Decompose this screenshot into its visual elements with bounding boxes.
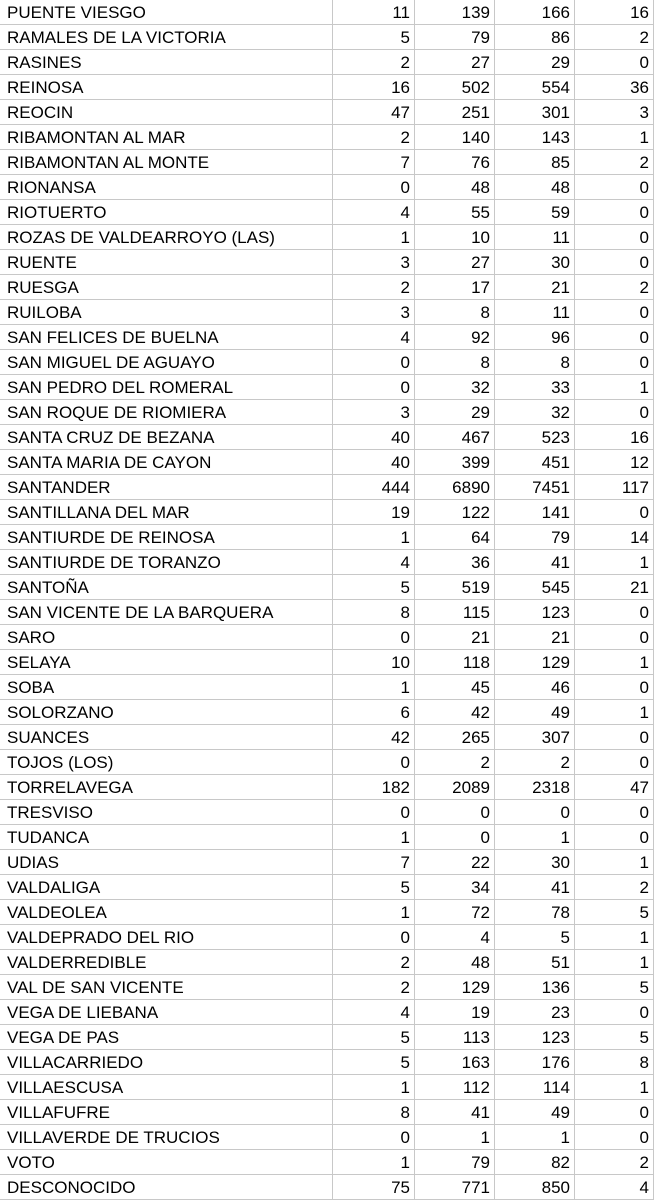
value-cell-col3[interactable]: 46 bbox=[495, 675, 575, 700]
value-cell-col2[interactable]: 92 bbox=[415, 325, 495, 350]
value-cell-col3[interactable]: 176 bbox=[495, 1050, 575, 1075]
value-cell-col4[interactable]: 3 bbox=[575, 100, 654, 125]
table-row bbox=[1, 300, 654, 325]
value-cell-col3[interactable]: 96 bbox=[495, 325, 575, 350]
value-cell-col1[interactable]: 2 bbox=[333, 950, 415, 975]
value-cell-col1[interactable]: 4 bbox=[333, 550, 415, 575]
table-row bbox=[1, 325, 654, 350]
value-cell-col4[interactable]: 21 bbox=[575, 575, 654, 600]
value-cell-col2[interactable]: 115 bbox=[415, 600, 495, 625]
table-row bbox=[1, 425, 654, 450]
municipality-name-cell[interactable]: VALDALIGA bbox=[1, 875, 333, 900]
municipality-name-cell[interactable]: ROZAS DE VALDEARROYO (LAS) bbox=[1, 225, 333, 250]
value-cell-col1[interactable]: 5 bbox=[333, 1025, 415, 1050]
value-cell-col1[interactable]: 0 bbox=[333, 800, 415, 825]
municipality-name-cell[interactable]: VALDERREDIBLE bbox=[1, 950, 333, 975]
value-cell-col4[interactable]: 1 bbox=[575, 700, 654, 725]
value-cell-col1[interactable]: 0 bbox=[333, 750, 415, 775]
value-cell-col2[interactable]: 10 bbox=[415, 225, 495, 250]
value-cell-col2[interactable]: 118 bbox=[415, 650, 495, 675]
value-cell-col1[interactable]: 5 bbox=[333, 575, 415, 600]
value-cell-col1[interactable]: 1 bbox=[333, 675, 415, 700]
municipality-name-cell[interactable]: SAN ROQUE DE RIOMIERA bbox=[1, 400, 333, 425]
value-cell-col2[interactable]: 34 bbox=[415, 875, 495, 900]
value-cell-col4[interactable]: 12 bbox=[575, 450, 654, 475]
municipality-name-cell[interactable]: SANTIURDE DE REINOSA bbox=[1, 525, 333, 550]
value-cell-col1[interactable]: 444 bbox=[333, 475, 415, 500]
municipality-name-cell[interactable]: DESCONOCIDO bbox=[1, 1175, 333, 1200]
value-cell-col4[interactable]: 0 bbox=[575, 750, 654, 775]
municipality-name-cell[interactable]: SANTANDER bbox=[1, 475, 333, 500]
value-cell-col2[interactable]: 112 bbox=[415, 1075, 495, 1100]
table-row bbox=[1, 575, 654, 600]
table-row bbox=[1, 50, 654, 75]
value-cell-col1[interactable]: 42 bbox=[333, 725, 415, 750]
municipality-name-cell[interactable]: PUENTE VIESGO bbox=[1, 0, 333, 25]
table-row bbox=[1, 1125, 654, 1150]
value-cell-col3[interactable]: 21 bbox=[495, 275, 575, 300]
table-row bbox=[1, 850, 654, 875]
value-cell-col4[interactable]: 1 bbox=[575, 125, 654, 150]
value-cell-col2[interactable]: 55 bbox=[415, 200, 495, 225]
value-cell-col1[interactable]: 1 bbox=[333, 1075, 415, 1100]
value-cell-col1[interactable]: 40 bbox=[333, 425, 415, 450]
value-cell-col3[interactable]: 30 bbox=[495, 850, 575, 875]
value-cell-col2[interactable]: 140 bbox=[415, 125, 495, 150]
value-cell-col2[interactable]: 771 bbox=[415, 1175, 495, 1200]
municipality-name-cell[interactable]: RIBAMONTAN AL MONTE bbox=[1, 150, 333, 175]
value-cell-col1[interactable]: 4 bbox=[333, 1000, 415, 1025]
value-cell-col1[interactable]: 7 bbox=[333, 150, 415, 175]
value-cell-col2[interactable]: 251 bbox=[415, 100, 495, 125]
table-row bbox=[1, 950, 654, 975]
value-cell-col4[interactable]: 2 bbox=[575, 1150, 654, 1175]
value-cell-col3[interactable]: 123 bbox=[495, 600, 575, 625]
value-cell-col4[interactable]: 0 bbox=[575, 1000, 654, 1025]
value-cell-col4[interactable]: 2 bbox=[575, 25, 654, 50]
value-cell-col4[interactable]: 47 bbox=[575, 775, 654, 800]
value-cell-col2[interactable]: 29 bbox=[415, 400, 495, 425]
value-cell-col3[interactable]: 30 bbox=[495, 250, 575, 275]
value-cell-col2[interactable]: 2089 bbox=[415, 775, 495, 800]
value-cell-col3[interactable]: 5 bbox=[495, 925, 575, 950]
table-row bbox=[1, 925, 654, 950]
value-cell-col2[interactable]: 21 bbox=[415, 625, 495, 650]
table-row bbox=[1, 875, 654, 900]
municipality-name-cell[interactable]: VALDEOLEA bbox=[1, 900, 333, 925]
value-cell-col2[interactable]: 72 bbox=[415, 900, 495, 925]
municipality-name-cell[interactable]: RAMALES DE LA VICTORIA bbox=[1, 25, 333, 50]
value-cell-col4[interactable]: 0 bbox=[575, 400, 654, 425]
value-cell-col2[interactable]: 8 bbox=[415, 350, 495, 375]
value-cell-col3[interactable]: 1 bbox=[495, 1125, 575, 1150]
value-cell-col1[interactable]: 1 bbox=[333, 1150, 415, 1175]
value-cell-col4[interactable]: 1 bbox=[575, 850, 654, 875]
value-cell-col1[interactable]: 11 bbox=[333, 0, 415, 25]
value-cell-col2[interactable]: 32 bbox=[415, 375, 495, 400]
value-cell-col3[interactable]: 2 bbox=[495, 750, 575, 775]
table-row bbox=[1, 550, 654, 575]
municipality-name-cell[interactable]: TUDANCA bbox=[1, 825, 333, 850]
value-cell-col4[interactable]: 117 bbox=[575, 475, 654, 500]
table-row bbox=[1, 625, 654, 650]
value-cell-col3[interactable]: 29 bbox=[495, 50, 575, 75]
table-row bbox=[1, 25, 654, 50]
value-cell-col1[interactable]: 1 bbox=[333, 525, 415, 550]
table-row bbox=[1, 900, 654, 925]
value-cell-col2[interactable]: 502 bbox=[415, 75, 495, 100]
value-cell-col2[interactable]: 0 bbox=[415, 800, 495, 825]
value-cell-col4[interactable]: 1 bbox=[575, 375, 654, 400]
table-row bbox=[1, 675, 654, 700]
table-row bbox=[1, 0, 654, 25]
value-cell-col3[interactable]: 41 bbox=[495, 550, 575, 575]
value-cell-col2[interactable]: 76 bbox=[415, 150, 495, 175]
municipality-name-cell[interactable]: VALDEPRADO DEL RIO bbox=[1, 925, 333, 950]
value-cell-col1[interactable]: 2 bbox=[333, 975, 415, 1000]
value-cell-col2[interactable]: 41 bbox=[415, 1100, 495, 1125]
value-cell-col3[interactable]: 129 bbox=[495, 650, 575, 675]
value-cell-col3[interactable]: 850 bbox=[495, 1175, 575, 1200]
value-cell-col4[interactable]: 5 bbox=[575, 1025, 654, 1050]
municipality-name-cell[interactable]: SANTIURDE DE TORANZO bbox=[1, 550, 333, 575]
value-cell-col3[interactable]: 143 bbox=[495, 125, 575, 150]
value-cell-col4[interactable]: 0 bbox=[575, 1100, 654, 1125]
municipality-name-cell[interactable]: RUILOBA bbox=[1, 300, 333, 325]
value-cell-col1[interactable]: 75 bbox=[333, 1175, 415, 1200]
municipality-name-cell[interactable]: VILLACARRIEDO bbox=[1, 1050, 333, 1075]
value-cell-col2[interactable]: 17 bbox=[415, 275, 495, 300]
value-cell-col1[interactable]: 3 bbox=[333, 250, 415, 275]
value-cell-col1[interactable]: 3 bbox=[333, 400, 415, 425]
municipality-name-cell[interactable]: RIONANSA bbox=[1, 175, 333, 200]
table-row bbox=[1, 1050, 654, 1075]
value-cell-col2[interactable]: 45 bbox=[415, 675, 495, 700]
value-cell-col2[interactable]: 19 bbox=[415, 1000, 495, 1025]
value-cell-col1[interactable]: 7 bbox=[333, 850, 415, 875]
value-cell-col1[interactable]: 0 bbox=[333, 925, 415, 950]
value-cell-col4[interactable]: 0 bbox=[575, 50, 654, 75]
value-cell-col1[interactable]: 1 bbox=[333, 825, 415, 850]
table-row bbox=[1, 1025, 654, 1050]
value-cell-col1[interactable]: 3 bbox=[333, 300, 415, 325]
table-row bbox=[1, 275, 654, 300]
value-cell-col2[interactable]: 22 bbox=[415, 850, 495, 875]
value-cell-col4[interactable]: 14 bbox=[575, 525, 654, 550]
value-cell-col3[interactable]: 523 bbox=[495, 425, 575, 450]
value-cell-col1[interactable]: 182 bbox=[333, 775, 415, 800]
value-cell-col3[interactable]: 49 bbox=[495, 1100, 575, 1125]
value-cell-col1[interactable]: 2 bbox=[333, 125, 415, 150]
table-row bbox=[1, 750, 654, 775]
value-cell-col2[interactable]: 163 bbox=[415, 1050, 495, 1075]
value-cell-col1[interactable]: 40 bbox=[333, 450, 415, 475]
municipality-name-cell[interactable]: SANTA MARIA DE CAYON bbox=[1, 450, 333, 475]
value-cell-col3[interactable]: 554 bbox=[495, 75, 575, 100]
value-cell-col2[interactable]: 48 bbox=[415, 175, 495, 200]
value-cell-col4[interactable]: 2 bbox=[575, 275, 654, 300]
value-cell-col2[interactable]: 27 bbox=[415, 50, 495, 75]
municipality-name-cell[interactable]: RUESGA bbox=[1, 275, 333, 300]
table-row bbox=[1, 775, 654, 800]
value-cell-col2[interactable]: 0 bbox=[415, 825, 495, 850]
table-row bbox=[1, 150, 654, 175]
value-cell-col1[interactable]: 5 bbox=[333, 25, 415, 50]
value-cell-col1[interactable]: 19 bbox=[333, 500, 415, 525]
value-cell-col3[interactable]: 166 bbox=[495, 0, 575, 25]
value-cell-col3[interactable]: 79 bbox=[495, 525, 575, 550]
table-row bbox=[1, 725, 654, 750]
value-cell-col3[interactable]: 123 bbox=[495, 1025, 575, 1050]
value-cell-col2[interactable]: 48 bbox=[415, 950, 495, 975]
municipality-name-cell[interactable]: SANTA CRUZ DE BEZANA bbox=[1, 425, 333, 450]
value-cell-col4[interactable]: 1 bbox=[575, 550, 654, 575]
value-cell-col3[interactable]: 8 bbox=[495, 350, 575, 375]
value-cell-col2[interactable]: 8 bbox=[415, 300, 495, 325]
value-cell-col1[interactable]: 4 bbox=[333, 325, 415, 350]
municipality-name-cell[interactable]: SOBA bbox=[1, 675, 333, 700]
value-cell-col3[interactable]: 78 bbox=[495, 900, 575, 925]
value-cell-col4[interactable]: 1 bbox=[575, 650, 654, 675]
municipality-name-cell[interactable]: VEGA DE PAS bbox=[1, 1025, 333, 1050]
table-row bbox=[1, 450, 654, 475]
table-row bbox=[1, 1075, 654, 1100]
table-row bbox=[1, 125, 654, 150]
value-cell-col3[interactable]: 11 bbox=[495, 225, 575, 250]
value-cell-col4[interactable]: 0 bbox=[575, 825, 654, 850]
value-cell-col2[interactable]: 4 bbox=[415, 925, 495, 950]
value-cell-col3[interactable]: 545 bbox=[495, 575, 575, 600]
value-cell-col3[interactable]: 7451 bbox=[495, 475, 575, 500]
municipality-name-cell[interactable]: SARO bbox=[1, 625, 333, 650]
municipality-name-cell[interactable]: VAL DE SAN VICENTE bbox=[1, 975, 333, 1000]
table-row bbox=[1, 75, 654, 100]
table-row bbox=[1, 1150, 654, 1175]
value-cell-col3[interactable]: 85 bbox=[495, 150, 575, 175]
value-cell-col2[interactable]: 2 bbox=[415, 750, 495, 775]
table-row bbox=[1, 650, 654, 675]
table-row bbox=[1, 500, 654, 525]
value-cell-col1[interactable]: 6 bbox=[333, 700, 415, 725]
value-cell-col1[interactable]: 0 bbox=[333, 375, 415, 400]
value-cell-col3[interactable]: 301 bbox=[495, 100, 575, 125]
municipality-name-cell[interactable]: SAN FELICES DE BUELNA bbox=[1, 325, 333, 350]
municipality-name-cell[interactable]: SAN PEDRO DEL ROMERAL bbox=[1, 375, 333, 400]
table-row bbox=[1, 825, 654, 850]
value-cell-col2[interactable]: 27 bbox=[415, 250, 495, 275]
municipality-name-cell[interactable]: TORRELAVEGA bbox=[1, 775, 333, 800]
value-cell-col4[interactable]: 0 bbox=[575, 325, 654, 350]
value-cell-col3[interactable]: 136 bbox=[495, 975, 575, 1000]
value-cell-col3[interactable]: 32 bbox=[495, 400, 575, 425]
municipality-name-cell[interactable]: VILLAVERDE DE TRUCIOS bbox=[1, 1125, 333, 1150]
value-cell-col2[interactable]: 139 bbox=[415, 0, 495, 25]
municipality-name-cell[interactable]: SOLORZANO bbox=[1, 700, 333, 725]
table-row bbox=[1, 200, 654, 225]
value-cell-col1[interactable]: 0 bbox=[333, 350, 415, 375]
value-cell-col1[interactable]: 2 bbox=[333, 275, 415, 300]
municipality-name-cell[interactable]: VOTO bbox=[1, 1150, 333, 1175]
municipality-name-cell[interactable]: VILLAFUFRE bbox=[1, 1100, 333, 1125]
value-cell-col4[interactable]: 16 bbox=[575, 425, 654, 450]
value-cell-col1[interactable]: 0 bbox=[333, 175, 415, 200]
value-cell-col3[interactable]: 23 bbox=[495, 1000, 575, 1025]
table-body bbox=[1, 0, 654, 1200]
value-cell-col2[interactable]: 64 bbox=[415, 525, 495, 550]
table-row bbox=[1, 1100, 654, 1125]
value-cell-col4[interactable]: 0 bbox=[575, 800, 654, 825]
value-cell-col1[interactable]: 2 bbox=[333, 50, 415, 75]
value-cell-col1[interactable]: 47 bbox=[333, 100, 415, 125]
table-row bbox=[1, 250, 654, 275]
value-cell-col4[interactable]: 8 bbox=[575, 1050, 654, 1075]
table-row bbox=[1, 700, 654, 725]
municipality-name-cell[interactable]: RIOTUERTO bbox=[1, 200, 333, 225]
value-cell-col4[interactable]: 0 bbox=[575, 675, 654, 700]
value-cell-col3[interactable]: 307 bbox=[495, 725, 575, 750]
value-cell-col1[interactable]: 8 bbox=[333, 1100, 415, 1125]
value-cell-col2[interactable]: 79 bbox=[415, 25, 495, 50]
value-cell-col4[interactable]: 4 bbox=[575, 1175, 654, 1200]
table-row bbox=[1, 975, 654, 1000]
value-cell-col2[interactable]: 1 bbox=[415, 1125, 495, 1150]
municipality-name-cell[interactable]: SELAYA bbox=[1, 650, 333, 675]
value-cell-col2[interactable]: 79 bbox=[415, 1150, 495, 1175]
value-cell-col3[interactable]: 141 bbox=[495, 500, 575, 525]
value-cell-col4[interactable]: 0 bbox=[575, 625, 654, 650]
table-row bbox=[1, 175, 654, 200]
municipality-name-cell[interactable]: SAN VICENTE DE LA BARQUERA bbox=[1, 600, 333, 625]
value-cell-col2[interactable]: 113 bbox=[415, 1025, 495, 1050]
value-cell-col4[interactable]: 0 bbox=[575, 600, 654, 625]
table-row bbox=[1, 350, 654, 375]
value-cell-col4[interactable]: 36 bbox=[575, 75, 654, 100]
value-cell-col1[interactable]: 4 bbox=[333, 200, 415, 225]
value-cell-col4[interactable]: 0 bbox=[575, 250, 654, 275]
value-cell-col4[interactable]: 0 bbox=[575, 500, 654, 525]
table-row bbox=[1, 600, 654, 625]
table-row bbox=[1, 1175, 654, 1200]
municipality-name-cell[interactable]: SAN MIGUEL DE AGUAYO bbox=[1, 350, 333, 375]
value-cell-col4[interactable]: 5 bbox=[575, 900, 654, 925]
municipality-name-cell[interactable]: SANTILLANA DEL MAR bbox=[1, 500, 333, 525]
value-cell-col3[interactable]: 51 bbox=[495, 950, 575, 975]
value-cell-col2[interactable]: 42 bbox=[415, 700, 495, 725]
table-row bbox=[1, 225, 654, 250]
value-cell-col1[interactable]: 10 bbox=[333, 650, 415, 675]
table-row bbox=[1, 800, 654, 825]
value-cell-col3[interactable]: 86 bbox=[495, 25, 575, 50]
value-cell-col4[interactable]: 0 bbox=[575, 1125, 654, 1150]
municipality-name-cell[interactable]: RUENTE bbox=[1, 250, 333, 275]
value-cell-col4[interactable]: 0 bbox=[575, 200, 654, 225]
value-cell-col4[interactable]: 5 bbox=[575, 975, 654, 1000]
value-cell-col3[interactable]: 82 bbox=[495, 1150, 575, 1175]
value-cell-col3[interactable]: 33 bbox=[495, 375, 575, 400]
value-cell-col1[interactable]: 8 bbox=[333, 600, 415, 625]
value-cell-col2[interactable]: 467 bbox=[415, 425, 495, 450]
municipality-name-cell[interactable]: TRESVISO bbox=[1, 800, 333, 825]
value-cell-col3[interactable]: 21 bbox=[495, 625, 575, 650]
table-row bbox=[1, 400, 654, 425]
value-cell-col1[interactable]: 5 bbox=[333, 1050, 415, 1075]
value-cell-col3[interactable]: 11 bbox=[495, 300, 575, 325]
value-cell-col4[interactable]: 0 bbox=[575, 175, 654, 200]
table-row bbox=[1, 1000, 654, 1025]
value-cell-col4[interactable]: 1 bbox=[575, 950, 654, 975]
value-cell-col3[interactable]: 451 bbox=[495, 450, 575, 475]
value-cell-col4[interactable]: 1 bbox=[575, 1075, 654, 1100]
value-cell-col4[interactable]: 1 bbox=[575, 925, 654, 950]
municipality-name-cell[interactable]: VILLAESCUSA bbox=[1, 1075, 333, 1100]
table-row bbox=[1, 475, 654, 500]
table-row bbox=[1, 100, 654, 125]
value-cell-col2[interactable]: 399 bbox=[415, 450, 495, 475]
value-cell-col1[interactable]: 16 bbox=[333, 75, 415, 100]
value-cell-col1[interactable]: 5 bbox=[333, 875, 415, 900]
value-cell-col2[interactable]: 122 bbox=[415, 500, 495, 525]
municipality-name-cell[interactable]: SANTOÑA bbox=[1, 575, 333, 600]
value-cell-col4[interactable]: 0 bbox=[575, 300, 654, 325]
municipality-name-cell[interactable]: SUANCES bbox=[1, 725, 333, 750]
value-cell-col3[interactable]: 41 bbox=[495, 875, 575, 900]
value-cell-col2[interactable]: 6890 bbox=[415, 475, 495, 500]
value-cell-col2[interactable]: 129 bbox=[415, 975, 495, 1000]
value-cell-col3[interactable]: 59 bbox=[495, 200, 575, 225]
municipality-name-cell[interactable]: RASINES bbox=[1, 50, 333, 75]
value-cell-col2[interactable]: 36 bbox=[415, 550, 495, 575]
table-row bbox=[1, 375, 654, 400]
municipality-name-cell[interactable]: UDIAS bbox=[1, 850, 333, 875]
value-cell-col3[interactable]: 0 bbox=[495, 800, 575, 825]
value-cell-col3[interactable]: 48 bbox=[495, 175, 575, 200]
value-cell-col1[interactable]: 1 bbox=[333, 225, 415, 250]
value-cell-col2[interactable]: 519 bbox=[415, 575, 495, 600]
value-cell-col1[interactable]: 1 bbox=[333, 900, 415, 925]
table-row bbox=[1, 525, 654, 550]
value-cell-col4[interactable]: 0 bbox=[575, 350, 654, 375]
municipality-name-cell[interactable]: RIBAMONTAN AL MAR bbox=[1, 125, 333, 150]
municipality-name-cell[interactable]: REINOSA bbox=[1, 75, 333, 100]
value-cell-col4[interactable]: 16 bbox=[575, 0, 654, 25]
value-cell-col4[interactable]: 0 bbox=[575, 725, 654, 750]
value-cell-col2[interactable]: 265 bbox=[415, 725, 495, 750]
value-cell-col1[interactable]: 0 bbox=[333, 625, 415, 650]
value-cell-col3[interactable]: 49 bbox=[495, 700, 575, 725]
value-cell-col4[interactable]: 2 bbox=[575, 875, 654, 900]
municipality-name-cell[interactable]: VEGA DE LIEBANA bbox=[1, 1000, 333, 1025]
value-cell-col3[interactable]: 2318 bbox=[495, 775, 575, 800]
value-cell-col1[interactable]: 0 bbox=[333, 1125, 415, 1150]
value-cell-col3[interactable]: 114 bbox=[495, 1075, 575, 1100]
municipality-name-cell[interactable]: REOCIN bbox=[1, 100, 333, 125]
value-cell-col4[interactable]: 0 bbox=[575, 225, 654, 250]
value-cell-col3[interactable]: 1 bbox=[495, 825, 575, 850]
municipality-name-cell[interactable]: TOJOS (LOS) bbox=[1, 750, 333, 775]
value-cell-col4[interactable]: 2 bbox=[575, 150, 654, 175]
